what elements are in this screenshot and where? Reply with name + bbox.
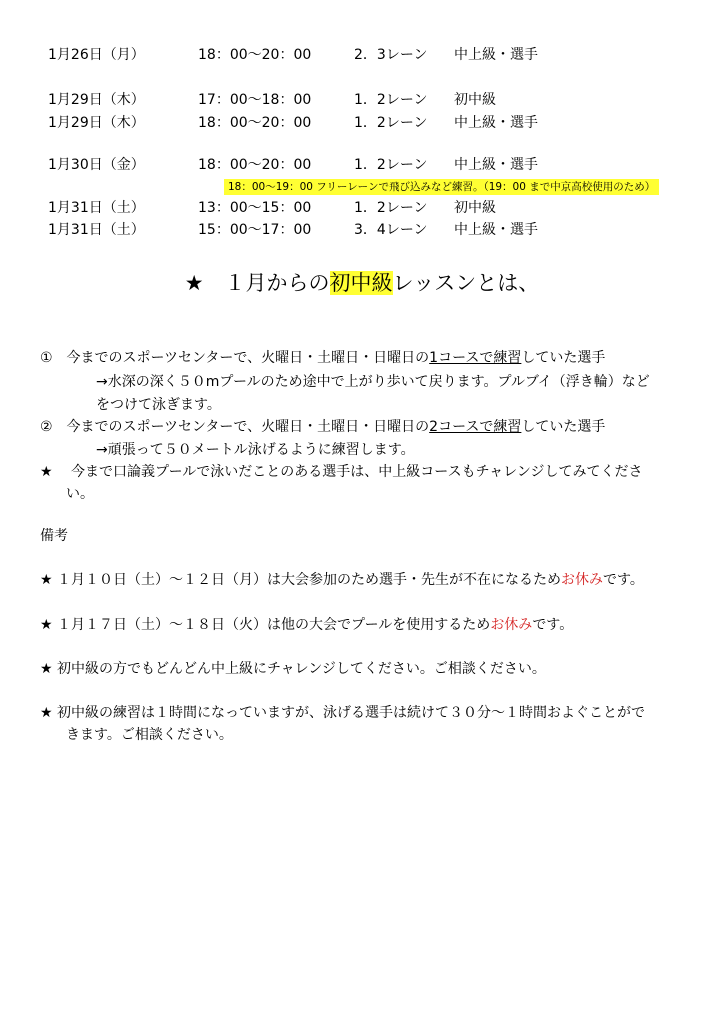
remark-1 — [40, 570, 644, 590]
schedule-time: 13：00〜15：00 — [198, 200, 312, 216]
schedule-lane: 1．2レーン — [354, 115, 428, 131]
item-1 — [40, 348, 605, 368]
schedule-level: 中上級・選手 — [454, 115, 538, 131]
remark-1-text: ★ １月１０日（土）〜１２日（月）は大会参加のため選手・先生が不在になるため — [40, 572, 561, 588]
remark-4: ★ 初中級の練習は１時間になっていますが、泳げる選手は続けて３０分〜１時間およぐことがで — [40, 705, 645, 721]
schedule-date: 1月29日（木） — [48, 115, 145, 131]
section-heading — [0, 268, 724, 298]
remark-4-continuation: きます。ご相談ください。 — [66, 727, 233, 743]
schedule-lane: 1．2レーン — [354, 157, 428, 173]
item-1-tail: していた選手 — [521, 350, 606, 366]
schedule-time: 18：00〜20：00 — [198, 157, 312, 173]
item-1-detail: をつけて泳ぎます。 — [96, 397, 221, 413]
remark-2-text: ★ １月１７日（土）〜１８日（火）は他の大会でプールを使用するため — [40, 617, 491, 633]
remark-3: ★ 初中級の方でもどんどん中上級にチャレンジしてください。ご相談ください。 — [40, 661, 546, 677]
remark-2-red: お休み — [490, 617, 533, 633]
schedule-level: 中上級・選手 — [454, 222, 538, 238]
highlighted-note: 18：00〜19：00 フリーレーンで飛び込みなど練習。（19：00 まで中京高校使用のため） — [224, 179, 659, 195]
star-item-continuation: い。 — [66, 486, 94, 502]
schedule-level: 中上級・選手 — [454, 47, 538, 63]
remark-2 — [40, 615, 573, 635]
heading-suffix: レッスンとは、 — [392, 271, 540, 295]
schedule-level: 初中級 — [454, 200, 496, 216]
star-item: ★ 今まで口論義プールで泳いだことのある選手は、中上級コースもチャレンジしてみてくださ — [40, 464, 643, 480]
item-2-underlined: 2コースで練習 — [429, 419, 522, 435]
schedule-lane: 1．2レーン — [354, 92, 428, 108]
schedule-level: 初中級 — [454, 92, 496, 108]
item-2-tail: していた選手 — [521, 419, 606, 435]
schedule-time: 15：00〜17：00 — [198, 222, 312, 238]
remark-1-red: お休み — [561, 572, 603, 588]
remark-1-tail: です。 — [603, 572, 644, 588]
schedule-date: 1月30日（金） — [48, 157, 145, 173]
heading-prefix: ★ １月からの — [184, 271, 330, 295]
schedule-level: 中上級・選手 — [454, 157, 538, 173]
schedule-date: 1月31日（土） — [48, 222, 145, 238]
schedule-time: 18：00〜20：00 — [198, 47, 312, 63]
item-2 — [40, 417, 605, 437]
schedule-date: 1月29日（木） — [48, 92, 145, 108]
schedule-time: 18：00〜20：00 — [198, 115, 312, 131]
schedule-lane: 3．4レーン — [354, 222, 428, 238]
item-2-lead: ② 今までのスポーツセンターで、火曜日・土曜日・日曜日の — [40, 419, 430, 435]
remarks-title: 備考 — [40, 528, 68, 544]
heading-highlight: 初中級 — [329, 271, 393, 295]
item-1-lead: ① 今までのスポーツセンターで、火曜日・土曜日・日曜日の — [40, 350, 430, 366]
schedule-lane: 1．2レーン — [354, 200, 428, 216]
item-1-detail: →水深の深く５０mプールのため途中で上がり歩いて戻ります。プルブイ（浮き輪）など — [96, 374, 650, 390]
schedule-time: 17：00〜18：00 — [198, 92, 312, 108]
schedule-date: 1月31日（土） — [48, 200, 145, 216]
item-2-detail: →頑張って５０メートル泳げるように練習します。 — [96, 442, 415, 458]
item-1-underlined: 1コースで練習 — [429, 350, 522, 366]
schedule-date: 1月26日（月） — [48, 47, 145, 63]
remark-2-tail: です。 — [532, 617, 574, 633]
schedule-lane: 2．3レーン — [354, 47, 428, 63]
